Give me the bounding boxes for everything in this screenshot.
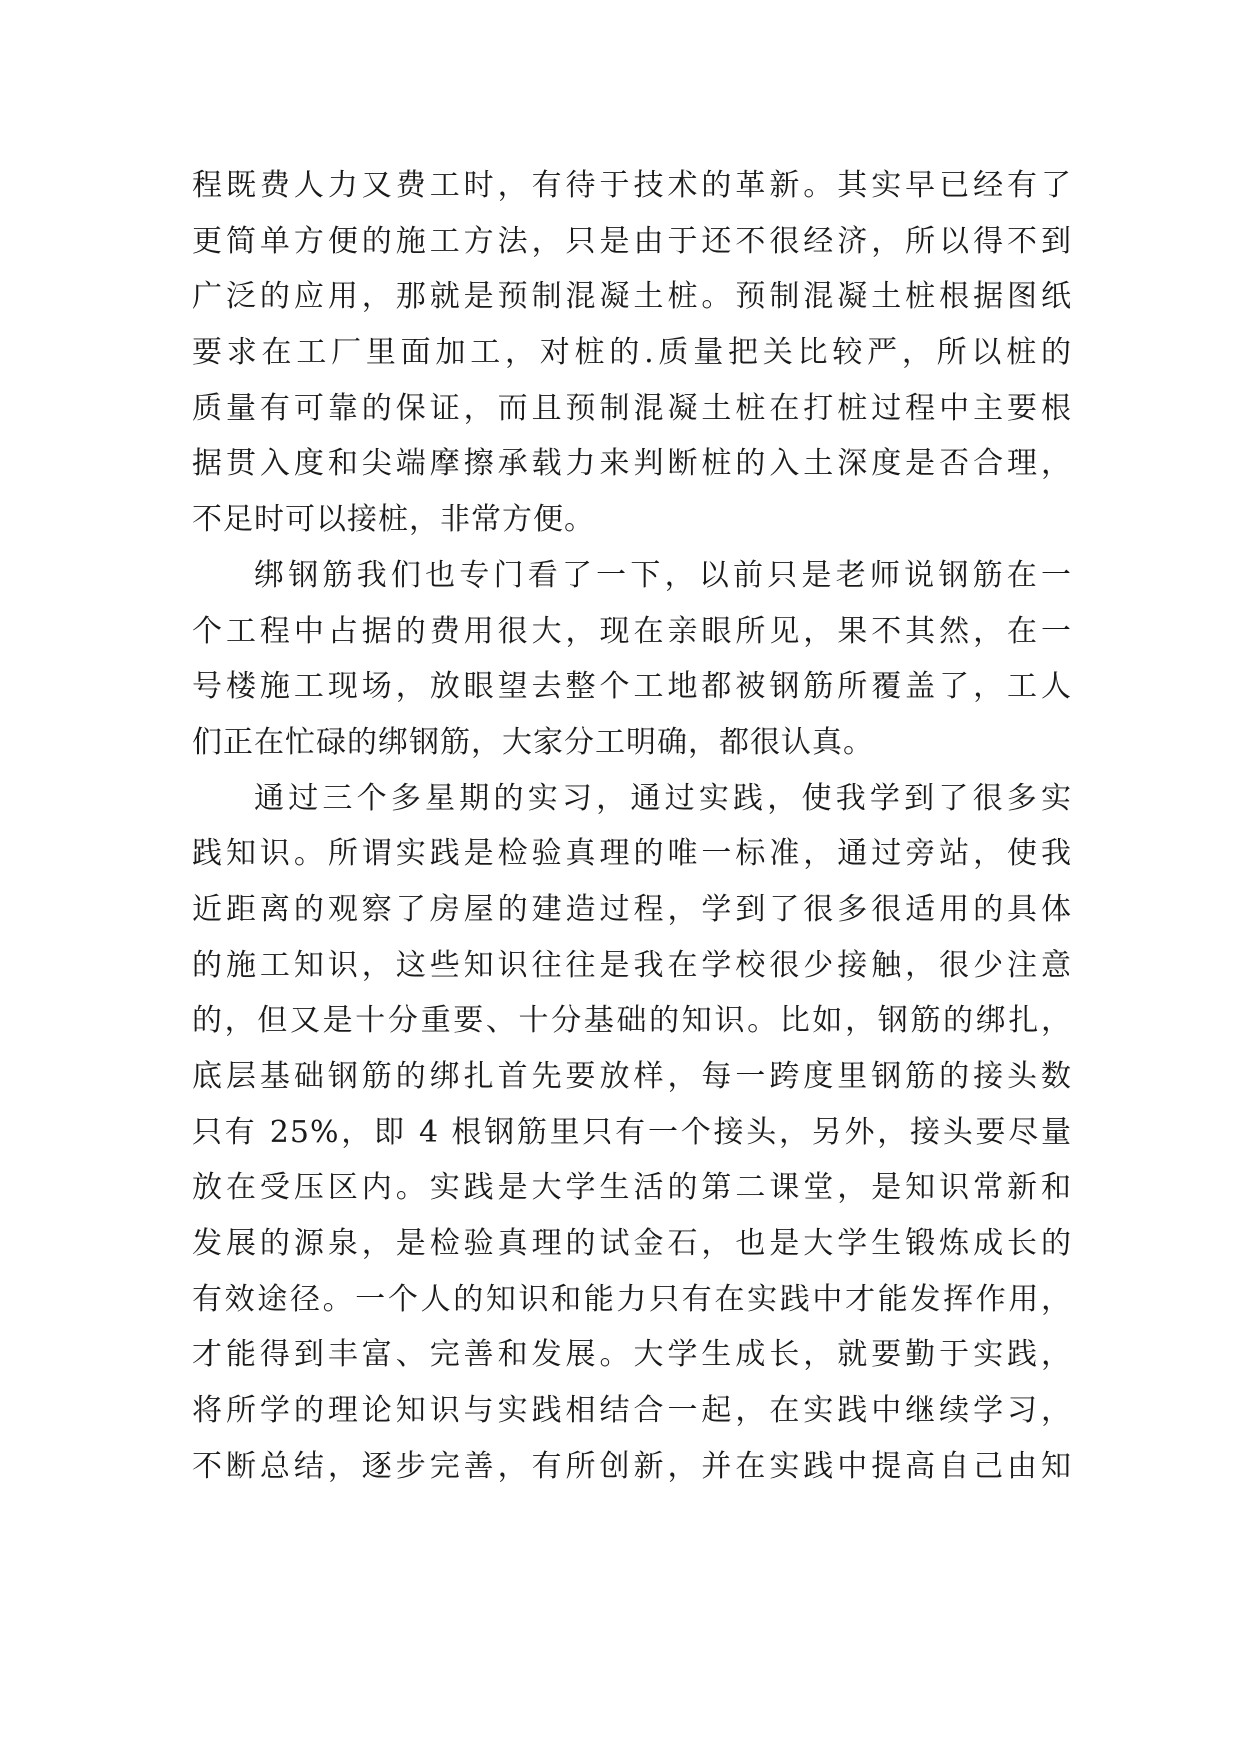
text-line: 据贯入度和尖端摩擦承载力来判断桩的入土深度是否合理， <box>192 446 1072 482</box>
text-line: 不足时可以接桩，非常方便。 <box>192 502 595 538</box>
text-line: 的施工知识，这些知识往往是我在学校很少接触，很少注意 <box>192 947 1072 983</box>
text-line: 要求在工厂里面加工，对桩的.质量把关比较严，所以桩的 <box>192 335 1072 371</box>
text-line: 近距离的观察了房屋的建造过程，学到了很多很适用的具体 <box>192 891 1072 927</box>
text-line: 个工程中占据的费用很大，现在亲眼所见，果不其然，在一 <box>192 613 1072 649</box>
text-line: 底层基础钢筋的绑扎首先要放样，每一跨度里钢筋的接头数 <box>192 1059 1072 1094</box>
text-line: 通过三个多星期的实习，通过实践，使我学到了很多实 <box>254 780 1072 816</box>
text-line: 们正在忙碌的绑钢筋，大家分工明确，都很认真。 <box>192 724 874 760</box>
text-line: 质量有可靠的保证，而且预制混凝土桩在打桩过程中主要根 <box>192 390 1072 426</box>
text-line: 的，但又是十分重要、十分基础的知识。比如，钢筋的绑扎， <box>192 1003 1072 1039</box>
text-line: 更简单方便的施工方法，只是由于还不很经济，所以得不到 <box>192 223 1072 259</box>
text-line: 只有 25%，即 4 根钢筋里只有一个接头，另外，接头要尽量 <box>192 1114 1072 1150</box>
text-line: 放在受压区内。实践是大学生活的第二课堂，是知识常新和 <box>192 1170 1072 1206</box>
text-line: 程既费人力又费工时，有待于技术的革新。其实早已经有了 <box>192 168 1072 203</box>
text-line: 发展的源泉，是检验真理的试金石，也是大学生锻炼成长的 <box>192 1226 1072 1262</box>
text-line: 广泛的应用，那就是预制混凝土桩。预制混凝土桩根据图纸 <box>192 279 1072 315</box>
text-line: 号楼施工现场，放眼望去整个工地都被钢筋所覆盖了，工人 <box>192 669 1072 705</box>
text-line: 有效途径。一个人的知识和能力只有在实践中才能发挥作用， <box>192 1281 1072 1317</box>
text-line: 才能得到丰富、完善和发展。大学生成长，就要勤于实践， <box>192 1337 1072 1373</box>
text-line: 不断总结，逐步完善，有所创新，并在实践中提高自己由知 <box>192 1448 1072 1484</box>
body-text <box>192 158 1072 1495</box>
text-line: 将所学的理论知识与实践相结合一起，在实践中继续学习， <box>192 1393 1072 1429</box>
text-line: 践知识。所谓实践是检验真理的唯一标准，通过旁站，使我 <box>192 836 1072 872</box>
text-line: 绑钢筋我们也专门看了一下，以前只是老师说钢筋在一 <box>254 557 1072 593</box>
